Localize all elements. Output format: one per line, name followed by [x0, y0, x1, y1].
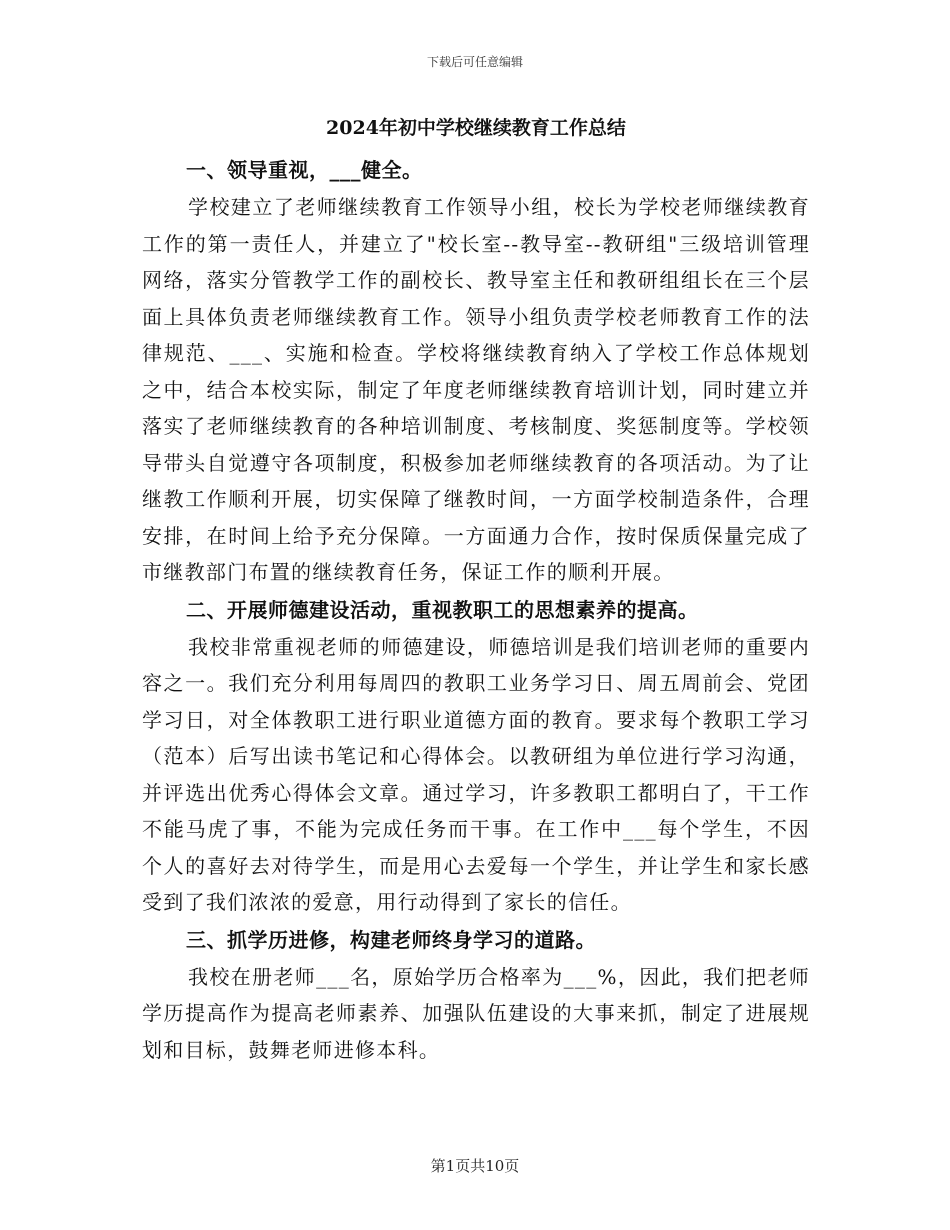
section-1	[142, 151, 810, 591]
section-2	[142, 591, 810, 921]
document-title: 2024年初中学校继续教育工作总结	[326, 117, 626, 139]
page-number: 第1页共10页	[430, 1157, 520, 1175]
section-3	[142, 921, 810, 1069]
section-paragraph: 我校非常重视老师的师德建设，师德培训是我们培训老师的重要内容之一。我们充分利用每周四的教职工业务学习日、周五周前会、党团学习日，对全体教职工进行职业道德方面的教育。要求每个教职工学习（范本）后写出读书笔记和心得体会。以教研组为单位进行学习沟通，并评选出优秀心得体会文章。通过学习，许多教职工都明白了，干工作不能马虎了事，不能为完成任务而干事。在工作中___每个学生，不因个人的喜好去对待学生，而是用心去爱每一个学生，并让学生和家长感受到了我们浓浓的爱意，用行动得到了家长的信任。	[142, 634, 810, 914]
section-heading: 二、开展师德建设活动，重视教职工的思想素养的提高。	[186, 597, 699, 622]
section-heading: 三、抓学历进修，构建老师终身学习的道路。	[186, 927, 596, 952]
section-paragraph: 学校建立了老师继续教育工作领导小组，校长为学校老师继续教育工作的第一责任人，并建立了"校长室--教导室--教研组"三级培训管理网络，落实分管教学工作的副校长、教导室主任和教研组组长在三个层面上具体负责老师继续教育工作。领导小组负责学校老师教育工作的法律规范、___、实施和检查。学校将继续教育纳入了学校工作总体规划之中，结合本校实际，制定了年度老师继续教育培训计划，同时建立并落实了老师继续教育的各种培训制度、考核制度、奖惩制度等。学校领导带头自觉遵守各项制度，积极参加老师继续教育的各项活动。为了让继教工作顺利开展，切实保障了继教时间，一方面学校制造条件，合理安排，在时间上给予充分保障。一方面通力合作，按时保质保量完成了市继教部门布置的继续教育任务，保证工作的顺利开展。	[142, 195, 810, 584]
page-header: 下载后可任意编辑	[426, 55, 523, 69]
section-paragraph: 我校在册老师___名，原始学历合格率为___%，因此，我们把老师学历提高作为提高老师素养、加强队伍建设的大事来抓，制定了进展规划和目标，鼓舞老师进修本科。	[142, 964, 810, 1062]
document-body	[142, 112, 810, 1068]
section-heading: 一、领导重视，___健全。	[186, 158, 423, 182]
